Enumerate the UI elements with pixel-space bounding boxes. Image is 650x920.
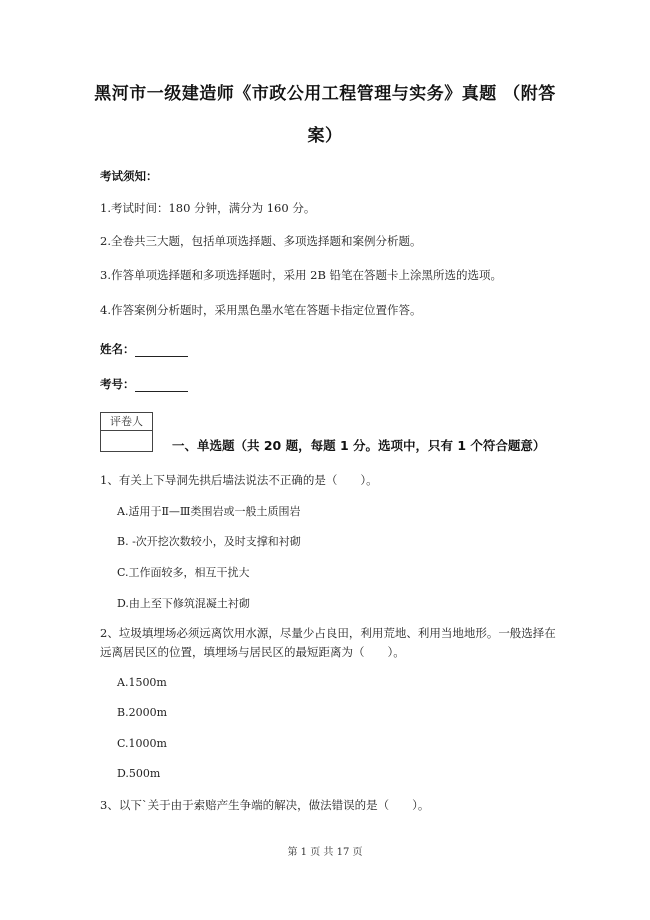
question-option: C.工作面较多，相互干扰大 (117, 566, 250, 579)
question-option: D.由上至下修筑混凝土衬砌 (117, 597, 250, 610)
question-stem: 3、以下`关于由于索赔产生争端的解决，做法错误的是（ ）。 (100, 798, 430, 812)
question-option: B.2000m (117, 706, 168, 719)
page-footer: 第 1 页 共 17 页 (287, 847, 363, 858)
name-label: 姓名： (100, 342, 135, 356)
question-option: A.1500m (117, 676, 167, 689)
question-stem-continued: 远离居民区的位置，填埋场与居民区的最短距离为（ ）。 (100, 645, 405, 659)
question-option: B. -次开挖次数较小，及时支撑和衬砌 (117, 535, 301, 548)
name-blank (135, 344, 188, 357)
id-label: 考号： (100, 377, 135, 391)
grader-box (100, 412, 153, 452)
name-field (100, 341, 188, 357)
document-title-line1: 黑河市一级建造师《市政公用工程管理与实务》真题 （附答 (94, 84, 556, 104)
question-option: D.500m (117, 767, 161, 780)
id-field (100, 376, 188, 392)
notice-item: 3.作答单项选择题和多项选择题时，采用 2B 铅笔在答题卡上涂黑所选的选项。 (100, 268, 503, 282)
notice-heading: 考试须知： (100, 169, 158, 183)
section-title: 一、单选题（共 20 题，每题 1 分。选项中，只有 1 个符合题意） (172, 438, 546, 453)
question-option: A.适用于Ⅱ—Ⅲ类围岩或一般土质围岩 (117, 505, 301, 518)
document-title-line2: 案） (307, 126, 343, 146)
grader-label: 评卷人 (101, 413, 152, 431)
question-stem: 1、有关上下导洞先拱后墙法说法不正确的是（ ）。 (100, 473, 378, 487)
notice-item: 4.作答案例分析题时，采用黑色墨水笔在答题卡指定位置作答。 (100, 303, 422, 317)
notice-item: 1.考试时间：180 分钟，满分为 160 分。 (100, 201, 316, 215)
question-stem: 2、垃圾填埋场必须远离饮用水源，尽量少占良田，利用荒地、利用当地地形。一般选择在 (100, 626, 556, 640)
notice-item: 2.全卷共三大题，包括单项选择题、多项选择题和案例分析题。 (100, 234, 422, 248)
id-blank (135, 379, 188, 392)
question-option: C.1000m (117, 737, 167, 750)
